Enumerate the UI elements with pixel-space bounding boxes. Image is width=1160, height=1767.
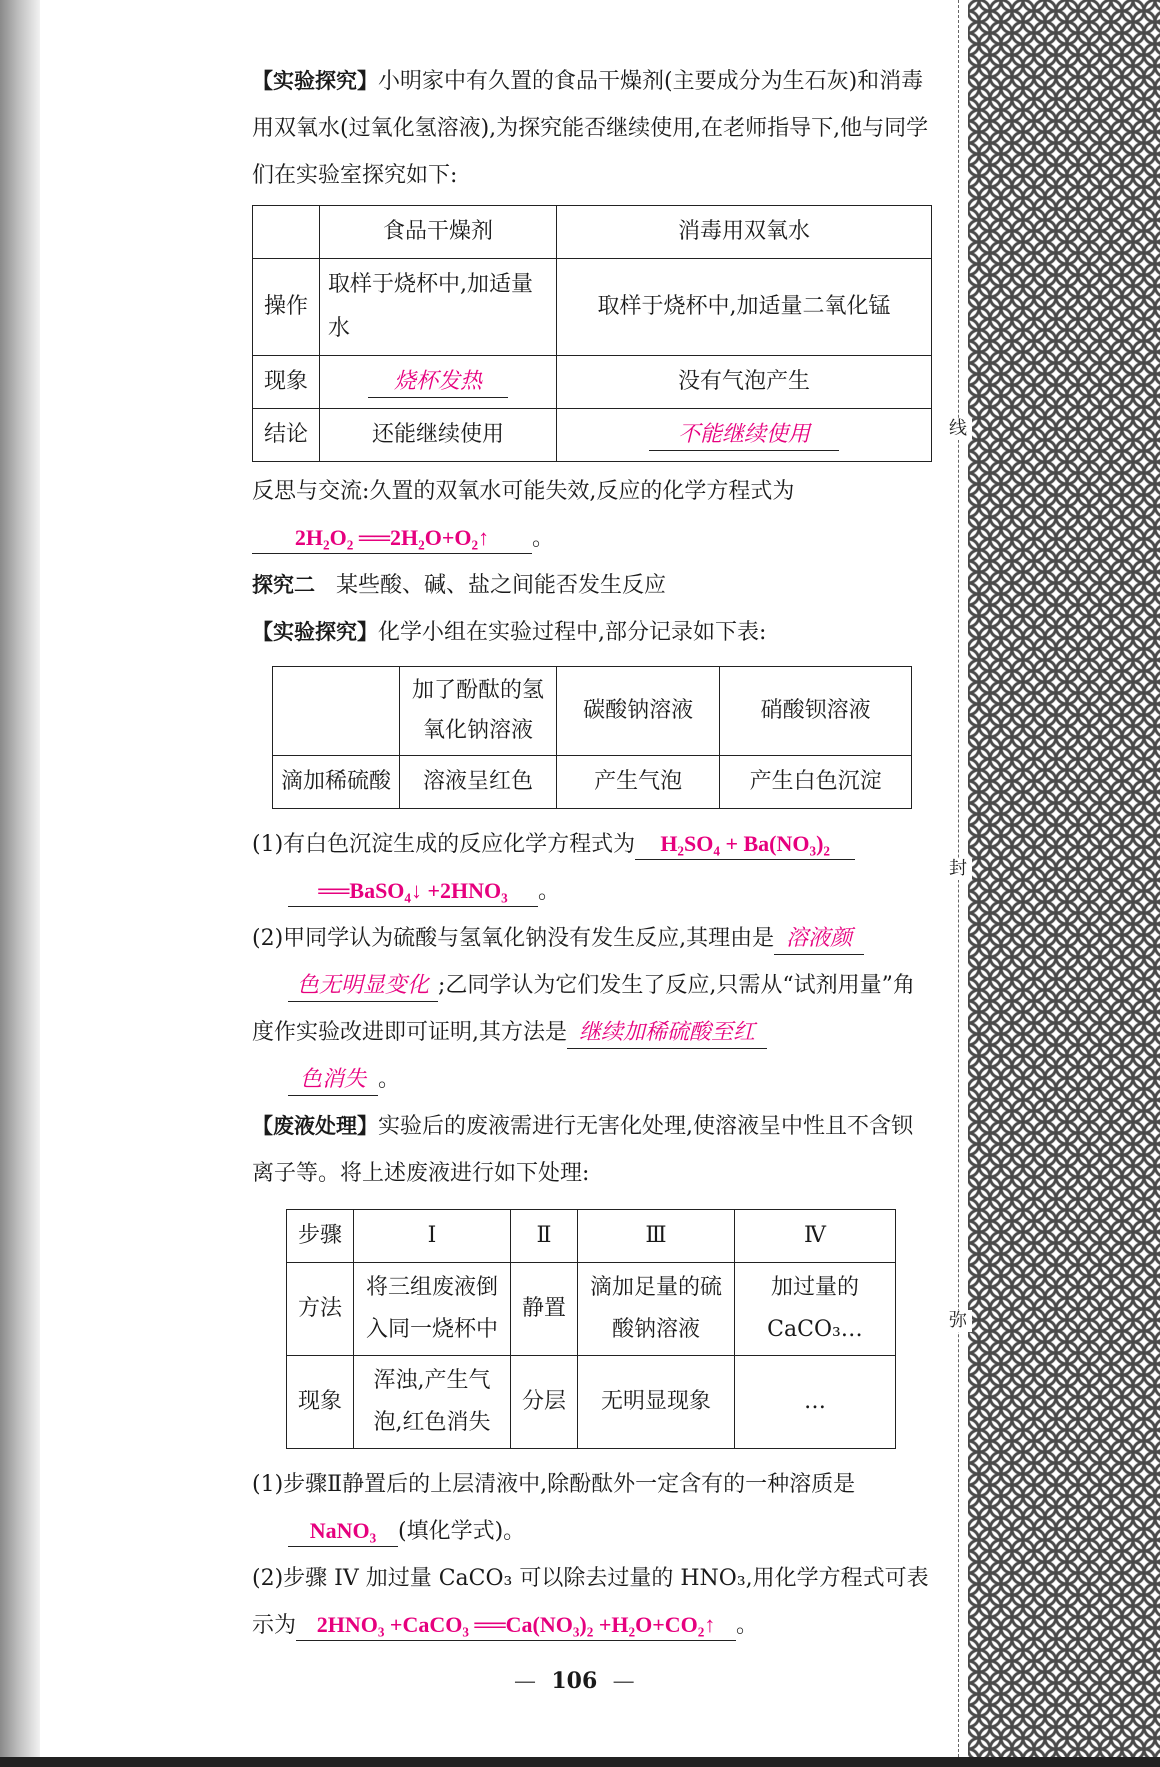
table-row bbox=[273, 756, 912, 809]
answer-q2-b1: 继续加稀硫酸至红 bbox=[567, 1018, 767, 1049]
answer-reflect: 2H₂O₂ ══2H₂O+O₂↑ bbox=[252, 523, 532, 554]
page-number-text: 106 bbox=[551, 1668, 598, 1694]
punct: 。 bbox=[736, 1613, 759, 1638]
tag-waste: 【废液处理】 bbox=[252, 1114, 378, 1138]
table-cell: Ⅱ bbox=[511, 1210, 578, 1263]
reflect-text: 反思与交流:久置的双氧水可能失效,反应的化学方程式为 bbox=[252, 479, 795, 504]
page-number bbox=[514, 1668, 634, 1694]
table-experiment-1 bbox=[252, 205, 932, 462]
table-cell: 分层 bbox=[511, 1356, 578, 1449]
paragraph-waste bbox=[252, 1103, 932, 1197]
answer-q3: NaNO₃ bbox=[288, 1516, 398, 1547]
question-1 bbox=[252, 821, 932, 915]
table-cell: 静置 bbox=[511, 1263, 578, 1356]
tag-experiment: 【实验探究】 bbox=[252, 620, 378, 644]
table-cell: … bbox=[735, 1356, 896, 1449]
table-cell: Ⅰ bbox=[354, 1210, 511, 1263]
margin-label-mid: 封 bbox=[944, 858, 972, 880]
margin-label-top: 线 bbox=[944, 418, 972, 440]
table-cell: 将三组废液倒入同一烧杯中 bbox=[354, 1263, 511, 1356]
table-row bbox=[273, 667, 912, 756]
table-cell: 加了酚酞的氢氧化钠溶液 bbox=[400, 667, 557, 756]
table-cell: 取样于烧杯中,加适量二氧化锰 bbox=[557, 259, 932, 356]
question-2-text-a: (2)甲同学认为硫酸与氢氧化钠没有发生反应,其理由是 bbox=[252, 926, 775, 951]
intro-text: 小明家中有久置的食品干燥剂(主要成分为生石灰)和消毒用双氧水(过氧化氢溶液),为探究能否继续使用,在老师指导下,他与同学们在实验室探究如下: bbox=[252, 69, 929, 188]
answer-q1-a: H₂SO₄ + Ba(NO₃)₂ bbox=[635, 829, 855, 860]
table-cell: 无明显现象 bbox=[578, 1356, 735, 1449]
table-cell: 没有气泡产生 bbox=[557, 356, 932, 409]
table-cell bbox=[253, 206, 320, 259]
table-row bbox=[287, 1356, 896, 1449]
punct: 。 bbox=[378, 1067, 401, 1092]
experiment-2-text: 化学小组在实验过程中,部分记录如下表: bbox=[378, 620, 767, 645]
table-cell: 结论 bbox=[253, 409, 320, 462]
answer-q2-a2: 色无明显变化 bbox=[288, 971, 438, 1002]
table-cell: 操作 bbox=[253, 259, 320, 356]
question-3 bbox=[252, 1461, 932, 1555]
table-row bbox=[253, 409, 932, 462]
table-cell-answer bbox=[320, 356, 557, 409]
question-4 bbox=[252, 1555, 932, 1649]
question-4-text: (2)步骤 IV 加过量 CaCO₃ 可以除去过量的 HNO₃,用化学方程式可表示为 bbox=[252, 1566, 929, 1638]
table-cell: 加过量的CaCO₃… bbox=[735, 1263, 896, 1356]
table-row bbox=[253, 206, 932, 259]
page-content bbox=[252, 58, 932, 1649]
footer-dash-left: — bbox=[514, 1669, 536, 1694]
table-cell: Ⅲ bbox=[578, 1210, 735, 1263]
table-cell: 取样于烧杯中,加适量水 bbox=[320, 259, 557, 356]
table-row bbox=[287, 1263, 896, 1356]
footer-dash-right: — bbox=[612, 1669, 635, 1694]
table-cell: 溶液呈红色 bbox=[400, 756, 557, 809]
punct: 。 bbox=[532, 526, 555, 551]
page-shadow bbox=[0, 0, 40, 1767]
table-cell: 滴加足量的硫酸钠溶液 bbox=[578, 1263, 735, 1356]
table-cell: 方法 bbox=[287, 1263, 354, 1356]
answer-q1-b: ══BaSO₄↓ +2HNO₃ bbox=[288, 876, 538, 907]
paragraph-intro bbox=[252, 58, 932, 199]
table-cell: Ⅳ bbox=[735, 1210, 896, 1263]
table-row bbox=[253, 259, 932, 356]
table-row bbox=[287, 1210, 896, 1263]
table-cell: 步骤 bbox=[287, 1210, 354, 1263]
table-cell: 浑浊,产生气泡,红色消失 bbox=[354, 1356, 511, 1449]
question-2 bbox=[252, 915, 932, 1103]
table-experiment-2 bbox=[272, 666, 912, 809]
question-3-after: (填化学式)。 bbox=[398, 1519, 526, 1544]
answer-text: 烧杯发热 bbox=[368, 367, 508, 398]
waste-text: 实验后的废液需进行无害化处理,使溶液呈中性且不含钡离子等。将上述废液进行如下处理: bbox=[252, 1114, 913, 1186]
paragraph-reflect bbox=[252, 468, 932, 562]
answer-q2-b2: 色消失 bbox=[288, 1065, 378, 1096]
table-cell: 现象 bbox=[253, 356, 320, 409]
paragraph-experiment-2 bbox=[252, 609, 932, 656]
table-cell: 现象 bbox=[287, 1356, 354, 1449]
table-cell: 滴加稀硫酸 bbox=[273, 756, 400, 809]
table-cell: 产生白色沉淀 bbox=[720, 756, 912, 809]
table-cell: 产生气泡 bbox=[557, 756, 720, 809]
table-cell: 消毒用双氧水 bbox=[557, 206, 932, 259]
question-1-text: (1)有白色沉淀生成的反应化学方程式为 bbox=[252, 832, 636, 857]
table-cell: 还能继续使用 bbox=[320, 409, 557, 462]
table-waste bbox=[286, 1209, 896, 1449]
question-3-text: (1)步骤Ⅱ静置后的上层清液中,除酚酞外一定含有的一种溶质是 bbox=[252, 1472, 856, 1497]
answer-text: 不能继续使用 bbox=[649, 420, 839, 451]
decorative-pattern bbox=[968, 0, 1160, 1757]
table-cell: 食品干燥剂 bbox=[320, 206, 557, 259]
table-row bbox=[253, 356, 932, 409]
margin-label-bot: 弥 bbox=[944, 1310, 972, 1332]
answer-q4: 2HNO₃ +CaCO₃ ══Ca(NO₃)₂ +H₂O+CO₂↑ bbox=[296, 1610, 736, 1641]
tag-experiment: 【实验探究】 bbox=[252, 69, 378, 93]
section-label: 探究二 bbox=[252, 573, 315, 597]
question-2-text-b: ;乙同学认为它们发生了反应,只需从“试剂用量”角度作实验改进即可证明,其方法是 bbox=[252, 973, 915, 1045]
section-title: 某些酸、碱、盐之间能否发生反应 bbox=[335, 573, 666, 598]
answer-q2-a1: 溶液颜 bbox=[774, 924, 864, 955]
table-cell: 碳酸钠溶液 bbox=[557, 667, 720, 756]
section-heading bbox=[252, 562, 932, 609]
table-cell: 硝酸钡溶液 bbox=[720, 667, 912, 756]
punct: 。 bbox=[538, 879, 561, 904]
table-cell-answer bbox=[557, 409, 932, 462]
bottom-bar bbox=[0, 1757, 1160, 1767]
table-cell bbox=[273, 667, 400, 756]
